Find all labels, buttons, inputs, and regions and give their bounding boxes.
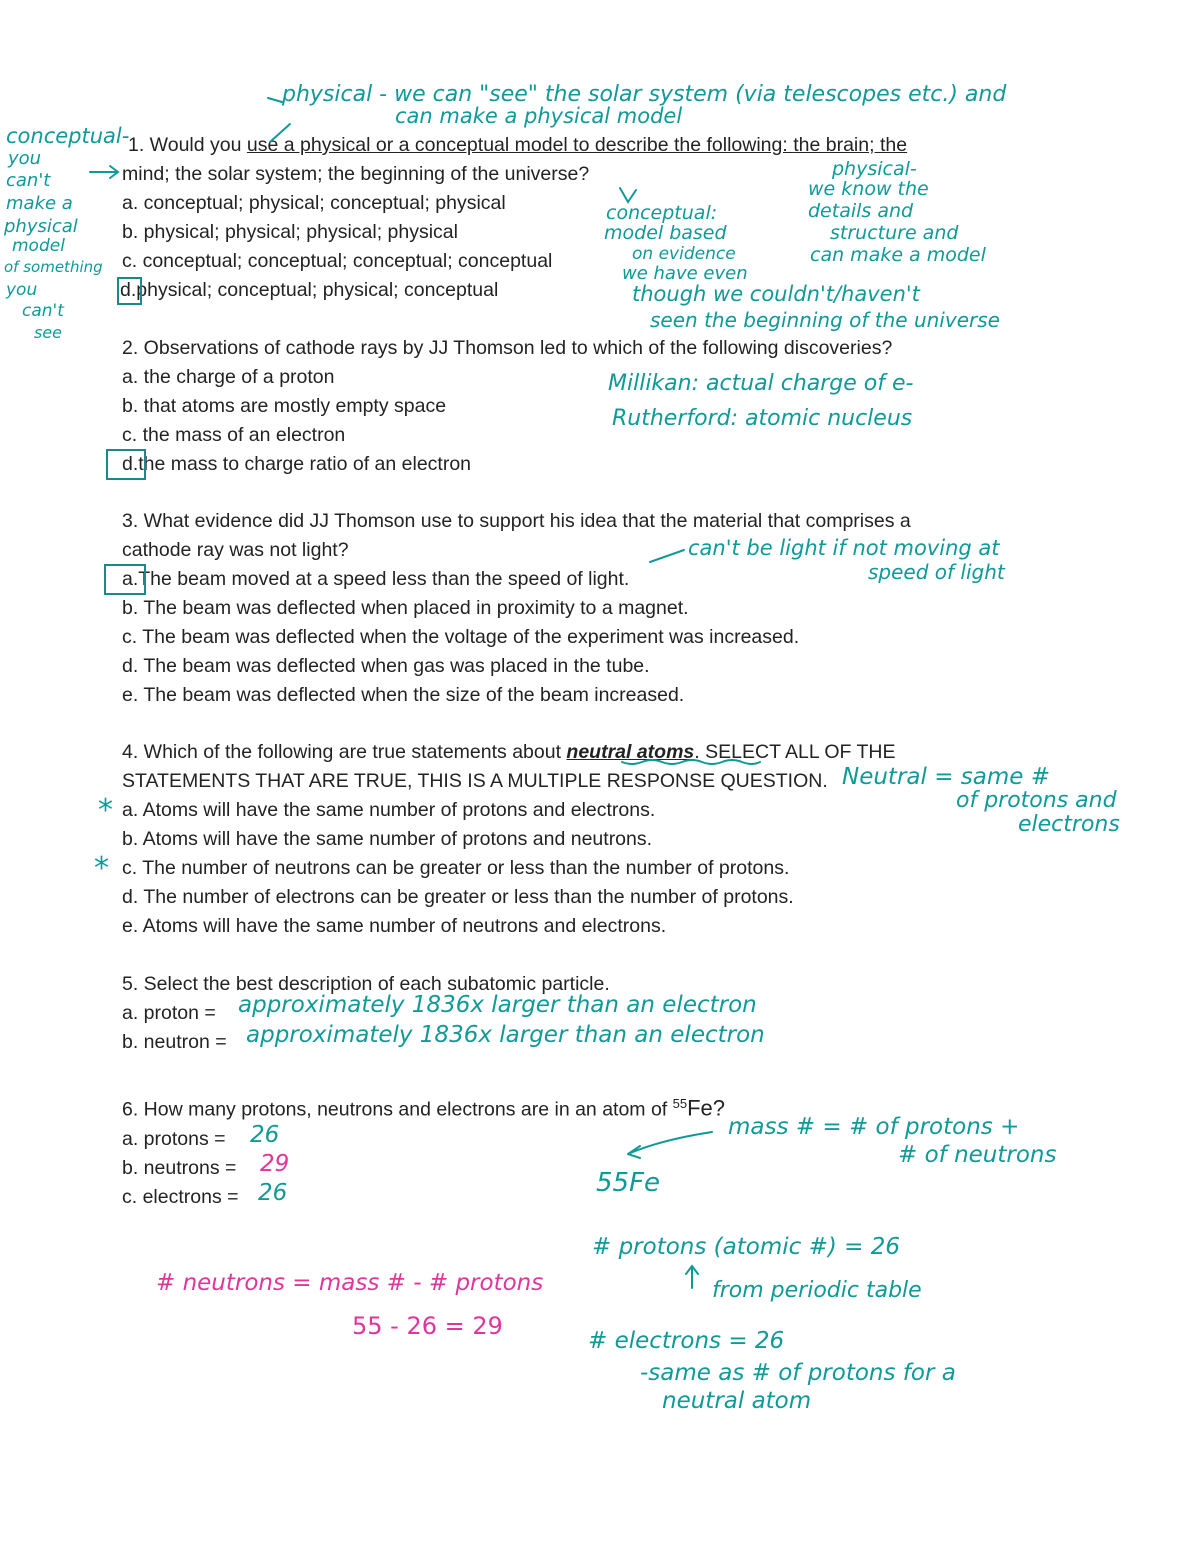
q1-left-note-7: you <box>6 280 38 300</box>
q6-note-isotope: 55Fe <box>596 1168 661 1198</box>
q1-left-note-4: physical <box>4 216 78 237</box>
q6-stem-text: 6. How many protons, neutrons and electrons are in an atom of <box>122 1098 673 1121</box>
q6-note-mass-line1: mass # = # of protons + <box>728 1114 1020 1140</box>
q4-option-a: a. Atoms will have the same number of protons and electrons. <box>122 799 656 821</box>
q1-note-top-line2: can make a physical model <box>395 104 683 128</box>
q2-option-c: c. the mass of an electron <box>122 424 346 446</box>
q4-stem-line2: STATEMENTS THAT ARE TRUE, THIS IS A MULTIPLE RESPONSE QUESTION. <box>122 770 828 792</box>
q6-mass-number: 55 <box>672 1096 688 1111</box>
q2-option-a: a. the charge of a proton <box>122 366 335 388</box>
q1-option-d-text: physical; conceptual; physical; conceptual <box>136 279 499 301</box>
q1-mid-note-0: conceptual: <box>606 202 718 224</box>
q6-note-electrons-1: -same as # of protons for a <box>640 1360 956 1386</box>
q1-right-note-1: we know the <box>808 178 929 200</box>
q4-star-a: * <box>98 793 113 828</box>
q1-left-note-3: make a <box>6 193 73 214</box>
q1-mid-note-3: we have even <box>622 263 748 284</box>
q6-note-periodic: from periodic table <box>712 1278 922 1303</box>
q6-arrow-to-isotope <box>628 1132 712 1158</box>
q3-option-b: b. The beam was deflected when placed in proximity to a magnet. <box>122 597 689 619</box>
q3-stem-line1: 3. What evidence did JJ Thomson use to support his idea that the material that comprises a <box>122 510 911 532</box>
q1-left-note-0: conceptual- <box>6 124 130 148</box>
q2-note-millikan: Millikan: actual charge of e- <box>608 371 914 396</box>
q6-neutrons-answer: 29 <box>260 1151 290 1177</box>
q1-left-note-6: of something <box>4 258 103 276</box>
q6-electrons-answer: 26 <box>258 1180 288 1206</box>
q1-option-c: c. conceptual; conceptual; conceptual; conceptual <box>122 250 553 272</box>
q1-right-note-2: details and <box>808 200 914 222</box>
q1-stem-part-b: use a physical or a conceptual model to describe the following: <box>246 134 794 156</box>
q4-stem-part-a: 4. Which of the following are true statements about <box>122 741 567 763</box>
q4-stem-part-c: . SELECT ALL OF THE <box>694 741 896 763</box>
q3-note-dash <box>650 550 684 562</box>
q2-stem: 2. Observations of cathode rays by JJ Thomson led to which of the following discoveries? <box>122 337 893 359</box>
q2-option-b: b. that atoms are mostly empty space <box>122 395 447 417</box>
q1-left-note-9: see <box>34 323 63 342</box>
q4-star-c: * <box>94 851 109 886</box>
q3-option-a-letter: a. <box>122 568 139 590</box>
q6-note-electrons: # electrons = 26 <box>588 1328 785 1354</box>
q4-stem-neutral-atoms: neutral atoms <box>566 741 695 763</box>
q1-mid-note-2: on evidence <box>632 244 736 264</box>
q3-note-line1: can't be light if not moving at <box>688 536 1000 560</box>
q5-stem: 5. Select the best description of each subatomic particle. <box>122 973 610 995</box>
q6-protons-answer: 26 <box>250 1122 280 1148</box>
q1-left-note-5: model <box>12 236 65 256</box>
q2-option-d-letter: d. <box>122 453 139 475</box>
q4-note-line2: of protons and <box>956 788 1117 813</box>
arrow-conceptual <box>620 188 636 202</box>
q6-symbol: Fe? <box>687 1095 726 1121</box>
q3-stem-line2: cathode ray was not light? <box>122 539 349 561</box>
q1-option-a: a. conceptual; physical; conceptual; physical <box>122 192 506 214</box>
q4-note-line3: electrons <box>1018 812 1120 837</box>
q1-right-note-4: can make a model <box>810 244 986 266</box>
q4-option-d: d. The number of electrons can be greater or less than the number of protons. <box>122 886 794 908</box>
q3-option-c: c. The beam was deflected when the voltage of the experiment was increased. <box>122 626 800 648</box>
caret-you-use <box>268 98 282 102</box>
q5-proton-answer: approximately 1836x larger than an electron <box>238 992 757 1018</box>
q1-stem-line2: mind; the solar system; the beginning of the universe? <box>122 163 590 185</box>
q1-option-b: b. physical; physical; physical; physical <box>122 221 458 243</box>
q6-note-protons: # protons (atomic #) = 26 <box>592 1234 900 1260</box>
q1-right-note-3: structure and <box>830 222 959 244</box>
q1-mid-note-1: model based <box>604 222 727 244</box>
q1-stem-part-c: the brain; the <box>793 134 908 156</box>
q1-mid-note-4: though we couldn't/haven't <box>632 282 920 306</box>
q3-option-a-text: The beam moved at a speed less than the speed of light. <box>138 568 630 590</box>
q2-note-rutherford: Rutherford: atomic nucleus <box>612 406 913 431</box>
q1-note-top-line1: physical - we can "see" the solar system (via telescopes etc.) and <box>282 82 1007 107</box>
q6-neutrons-formula: # neutrons = mass # - # protons <box>156 1270 544 1296</box>
q1-left-note-8: can't <box>22 301 64 321</box>
q6-electrons-label: c. electrons = <box>122 1186 239 1208</box>
q4-option-e: e. Atoms will have the same number of neutrons and electrons. <box>122 915 667 937</box>
q3-option-d: d. The beam was deflected when gas was placed in the tube. <box>122 655 650 677</box>
q6-protons-label: a. protons = <box>122 1128 226 1150</box>
q1-mid-note-5: seen the beginning of the universe <box>650 308 1000 332</box>
q3-note-line2: speed of light <box>868 560 1005 584</box>
q1-left-note-2: can't <box>6 170 51 191</box>
q6-arrow-periodic <box>686 1266 698 1288</box>
q6-neutrons-label: b. neutrons = <box>122 1157 237 1179</box>
q5-proton-label: a. proton = <box>122 1002 216 1024</box>
q4-note-line1: Neutral = same # <box>842 764 1050 790</box>
q1-option-d-letter: d. <box>120 279 137 301</box>
caret-use-line <box>270 124 290 142</box>
q6-note-mass-line2: # of neutrons <box>898 1142 1057 1168</box>
q4-wave <box>622 760 760 764</box>
q6-neutrons-calc: 55 - 26 = 29 <box>352 1312 503 1340</box>
q1-stem-part-a: 1. Would you <box>128 134 247 156</box>
q5-neutron-answer: approximately 1836x larger than an electron <box>246 1022 765 1048</box>
q1-right-note-0: physical- <box>832 158 917 180</box>
q3-option-e: e. The beam was deflected when the size of the beam increased. <box>122 684 685 706</box>
arrow-left-to-mind <box>90 166 118 178</box>
q4-option-b: b. Atoms will have the same number of protons and neutrons. <box>122 828 653 850</box>
q6-note-electrons-2: neutral atom <box>662 1388 812 1414</box>
q5-neutron-label: b. neutron = <box>122 1031 227 1053</box>
q2-option-d-text: the mass to charge ratio of an electron <box>138 453 472 475</box>
q4-option-c: c. The number of neutrons can be greater or less than the number of protons. <box>122 857 790 879</box>
q1-left-note-1: you <box>8 148 42 169</box>
